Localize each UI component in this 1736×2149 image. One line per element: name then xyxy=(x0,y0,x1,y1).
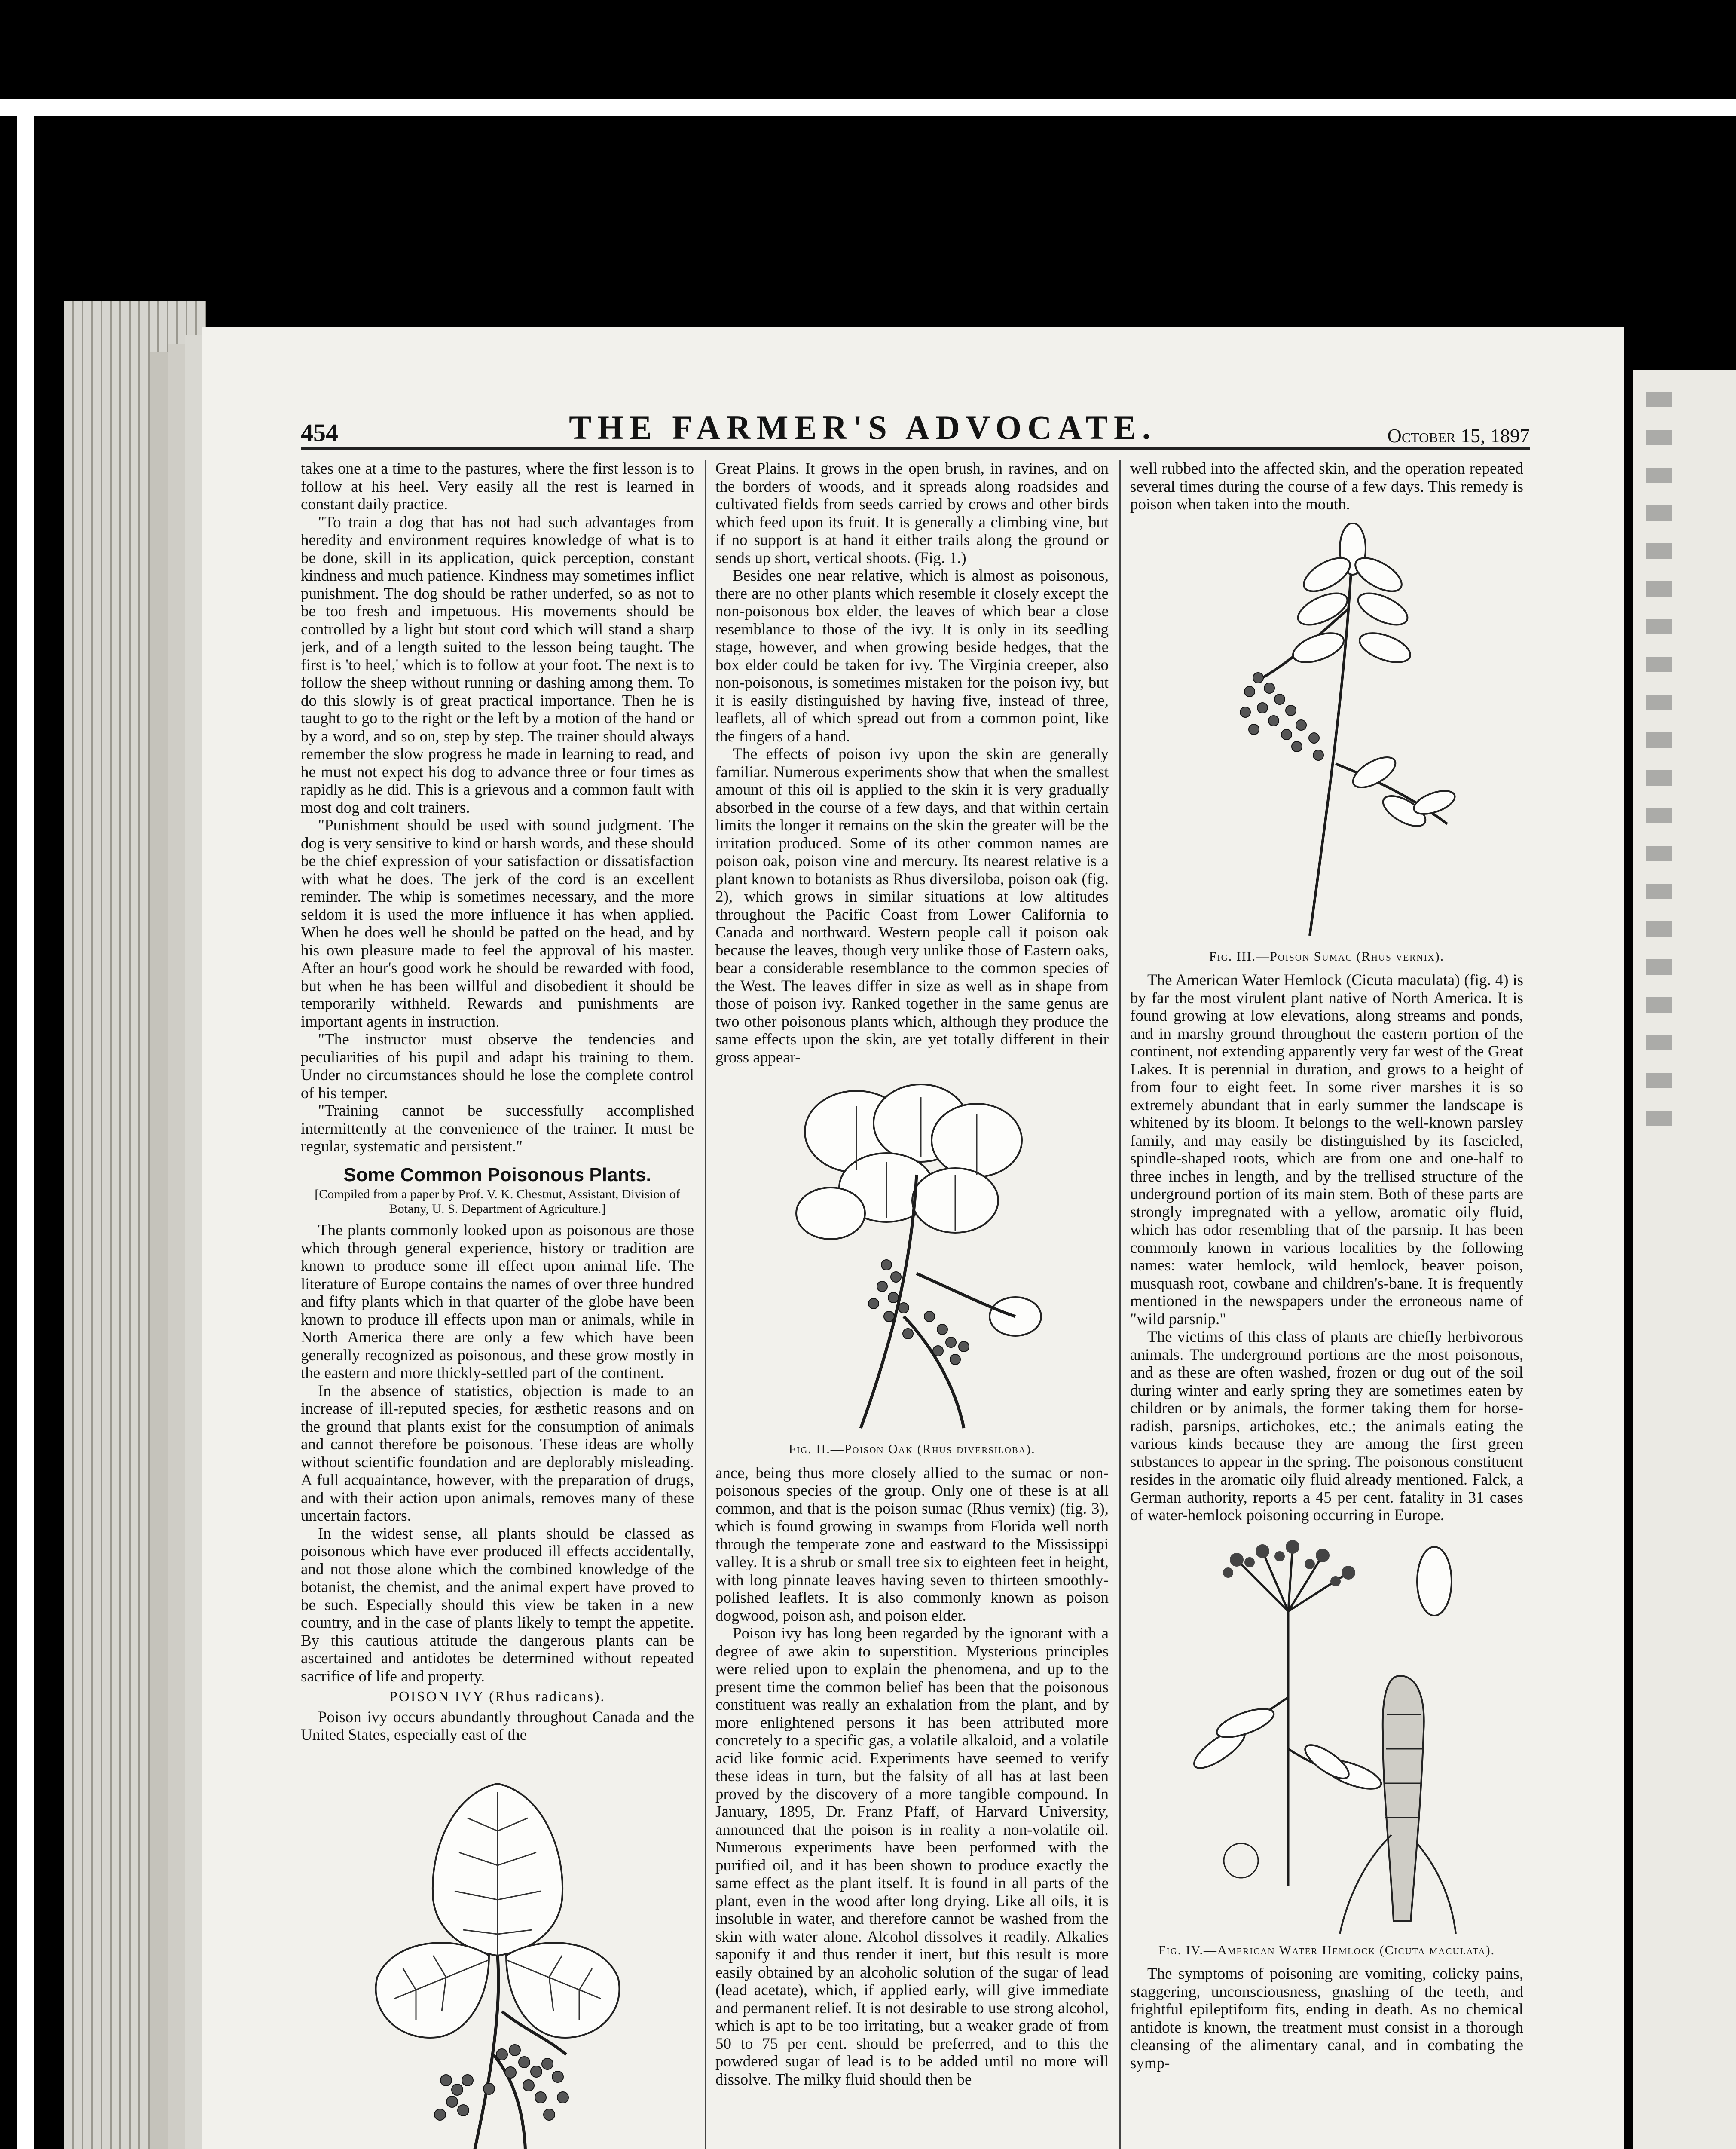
paragraph: The effects of poison ivy upon the skin are generally familiar. Numerous experiments show that when the smallest amount of this oil is applied to the skin it is very gradually absorbed in the course of a few days, and that within certain limits the longer it remains on the skin the greater will be the irritation produced. Some of its other common names are poison oak, poison vine and mercury. Its nearest relative is a plant known to botanists as Rhus diversiloba, poison oak (fig. 2), which grows in similar situations at low altitudes throughout the Pacific Coast from Lower California to Canada and northward. Western people call it poison oak because the leaves, though very unlike those of Eastern oaks, bear a considerable resemblance to the common species of the West. The leaves differ in size as well as in shape from those of poison ivy. Ranked together in the same genus are two other poisonous plants which, although they produce the same effects upon the skin, are yet totally different in their gross appear- xyxy=(715,745,1109,1066)
paragraph: well rubbed into the affected skin, and the operation repeated several times during the course of a few days. This remedy is poison when taken into the mouth. xyxy=(1130,460,1523,513)
page-number: 454 xyxy=(301,419,338,447)
film-border-top xyxy=(0,99,1736,116)
column-3 xyxy=(1130,460,1523,2149)
poison-oak-illustration xyxy=(775,1076,1050,1437)
column-2 xyxy=(715,460,1109,2149)
figure-caption: Fig. IV.—American Water Hemlock (Cicuta maculata). xyxy=(1158,1943,1495,1957)
paragraph: "To train a dog that has not had such advantages from heredity and environment requires knowledge of what is to be done, skill in its application, quick perception, constant kindness and much patience. Kindness may sometimes inflict punishment. The dog should be rather underfed, so as not to be too fresh and impetuous. His movements should be controlled by a light but stout cord which will stand a sharp jerk, and of a length suited to the lesson being taught. The first is 'to heel,' which is to follow at your foot. The next is to follow the sheep without running or dashing among them. To do this slowly is of great practical importance. Then he is taught to go to the right or the left by a motion of the hand or by a word, and so on, step by step. The trainer should always remember the slow progress he made in learning to read, and he must not expect his dog to advance three or four times as rapidly as he did. This is a grievous and a common fault with most dog and colt trainers. xyxy=(301,513,694,817)
article-byline: [Compiled from a paper by Prof. V. K. Chestnut, Assistant, Division of Botany, U. S. Department of Agriculture.] xyxy=(315,1187,680,1216)
newspaper-page xyxy=(202,327,1624,2149)
paragraph: Great Plains. It grows in the open brush, in ravines, and on the borders of woods, and it spreads along roadsides and cultivated fields from seeds carried by crows and other birds which feed upon its fruit. It is generally a climbing vine, but if no support is at hand it either trails along the ground or sends up short, vertical shoots. (Fig. 1.) xyxy=(715,460,1109,567)
adjacent-page-fragment xyxy=(1633,370,1736,2149)
column-divider xyxy=(1119,460,1121,2149)
figure-water-hemlock xyxy=(1130,1534,1523,1959)
paragraph: Poison ivy has long been regarded by the ignorant with a degree of awe akin to superstition. Mysterious principles were relied upon to explain the phenomena, and up to the present time the common belief has been that the poisonous constituent was really an exhalation from the plant, and by more enlightened persons it has been attributed more concretely to a specific gas, a volatile alkaloid, and a volatile acid like formic acid. Experiments have seemed to verify these ideas in turn, but the falsity of all has at last been proved by the discovery of a more tangible compound. In January, 1895, Dr. Franz Pfaff, of Harvard University, announced that the poison is in reality a non-volatile oil. Numerous experiments have been performed with the purified oil, and it has been shown to produce exactly the same effect as the plant itself. It is found in all parts of the plant, even in the wood after long drying. Like all oils, it is insoluble in water, and therefore cannot be washed from the skin with water alone. Alcohol dissolves it readily. Alkalies saponify it and thus render it inert, but this result is more easily obtained by an alcoholic solution of the sugar of lead (lead acetate), which, if applied early, will give immediate and permanent relief. It is not desirable to use strong alcohol, which is apt to be too irritating, but a weaker grade of from 50 to 75 per cent. should be preferred, and to this the powdered sugar of lead is to be added until no more will dissolve. The milky fluid should then be xyxy=(715,1625,1109,2088)
figure-poison-ivy xyxy=(301,1754,694,2149)
page-title: THE FARMER'S ADVOCATE. xyxy=(569,409,1157,446)
figure-poison-oak xyxy=(715,1076,1109,1458)
paragraph: The American Water Hemlock (Cicuta maculata) (fig. 4) is by far the most virulent plant native of North America. It is found growing at low elevations, along streams and ponds, and in marshy ground throughout the eastern portion of the continent, not extending apparently very far west of the Great Lakes. It is perennial in duration, and grows to a height of from four to eight feet. In some river marshes it is so extremely abundant that in early summer the landscape is whitened by its bloom. It belongs to the well-known parsley family, and may easily be distinguished by its fascicled, spindle-shaped roots, which are from one and one-half to three inches in length, and by the trellised structure of the underground portion of its main stem. Both of these parts are strongly impregnated with a yellow, aromatic oily fluid, which has odor resembling that of the parsnip. It has been commonly known in various localities by the following names: water hemlock, wild hemlock, beaver poison, musquash root, cowbane and children's-bane. It is frequently mentioned in the newspapers under the erroneous name of "wild parsnip." xyxy=(1130,971,1523,1328)
paragraph: ance, being thus more closely allied to the sumac or non-poisonous species of the group. Only one of these is at all common, and that is the poison sumac (Rhus vernix) (fig. 3), which is found growing in swamps from Florida well north through the temperate zone and eastward to the Mississippi valley. It is a shrub or small tree six to eighteen feet in height, with long pinnate leaves having seven to thirteen smoothly-polished leaflets. It is also commonly known as poison dogwood, poison ash, and poison elder. xyxy=(715,1464,1109,1625)
page-header xyxy=(301,408,1530,450)
paragraph: "Training cannot be successfully accomplished intermittently at the convenience of the trainer. It must be regular, systematic and persistent." xyxy=(301,1102,694,1155)
paragraph: The plants commonly looked upon as poisonous are those which through general experience, history or tradition are known to produce some ill effect upon animal life. The literature of Europe contains the names of over three hundred and fifty plants which in that quarter of the globe have been known to produce ill effects upon man or animals, while in North America there are only a few which have been generally recognized as poisonous, and these grow mostly in the eastern and more thickly-settled part of the continent. xyxy=(301,1221,694,1382)
paragraph: Poison ivy occurs abundantly throughout Canada and the United States, especially east of the xyxy=(301,1708,694,1744)
water-hemlock-illustration xyxy=(1177,1534,1477,1938)
paragraph: In the absence of statistics, objection is made to an increase of ill-reputed species, for æsthetic reasons and on the ground that plants exist for the consumption of animals and cannot therefore be poisonous. These ideas are wholly without scientific foundation and are deplorably misleading. A full acquaintance, however, with the preparation of drugs, and with their action upon animals, removes many of these uncertain factors. xyxy=(301,1382,694,1525)
film-border-left xyxy=(17,99,34,2149)
stacked-page-edges xyxy=(64,301,206,2149)
column-1 xyxy=(301,460,694,2149)
paragraph: "The instructor must observe the tendencies and peculiarities of his pupil and adapt his training to them. Under no circumstances should he lose the complete control of his temper. xyxy=(301,1031,694,1102)
column-divider xyxy=(705,460,706,2149)
poison-ivy-illustration xyxy=(360,1754,635,2149)
poison-sumac-illustration xyxy=(1189,523,1464,944)
section-subhead: POISON IVY (Rhus radicans). xyxy=(389,1689,605,1705)
paragraph: The victims of this class of plants are chiefly herbivorous animals. The underground portions are the most poisonous, and as these are often washed, frozen or dug out of the soil during winter and early spring they are sometimes eaten by children or by animals, the former taking them for horse-radish, parsnips, artichokes, etc.; the animals eating the various kinds because they are among the first green substances to appear in the spring. The poisonous constituent resides in the aromatic oily fluid already mentioned. Falck, a German authority, reports a 45 per cent. fatality in 31 cases of water-hemlock poisoning occurring in Europe. xyxy=(1130,1328,1523,1524)
paragraph: Besides one near relative, which is almost as poisonous, there are no other plants which resemble it closely except the non-poisonous box elder, the leaves of which bear a close resemblance to those of the ivy. It is only in its seedling stage, however, and when growing beside hedges, that the box elder could be taken for ivy. The Virginia creeper, also non-poisonous, is sometimes mistaken for the poison ivy, but it is easily distinguished by having five, instead of three, leaflets, all of which spread out from a common point, like the fingers of a hand. xyxy=(715,567,1109,745)
paragraph: The symptoms of poisoning are vomiting, colicky pains, staggering, unconsciousness, gnashing of the teeth, and frightful epileptiform fits, ending in death. As no chemical antidote is known, the treatment must consist in a thorough cleansing of the alimentary canal, and in combating the symp- xyxy=(1130,1965,1523,2072)
figure-caption: Fig. III.—Poison Sumac (Rhus vernix). xyxy=(1209,949,1445,964)
paragraph: In the widest sense, all plants should be classed as poisonous which have ever produced ill effects accidentally, and not those alone which the combined knowledge of the botanist, the chemist, and the animal expert have proved to be such. Especially should this view be taken in a new country, and in the case of plants likely to tempt the appetite. By this cautious attitude the dangerous plants can be ascertained and antidotes be determined without repeated sacrifice of life and property. xyxy=(301,1525,694,1685)
figure-caption: Fig. II.—Poison Oak (Rhus diversiloba). xyxy=(789,1442,1036,1456)
paragraph: takes one at a time to the pastures, where the first lesson is to follow at his heel. Very easily all the rest is learned in constant daily practice. xyxy=(301,460,694,513)
paragraph: "Punishment should be used with sound judgment. The dog is very sensitive to kind or harsh words, and these should be the chief expression of your satisfaction or dissatisfaction with what he does. The jerk of the cord is an excellent reminder. The whip is sometimes necessary, and the more seldom it is used the more influence it has when applied. When he does well he should be patted on the head, and by his own pleasure made to feel the approval of his master. After an hour's good work he should be rewarded with food, but when he has been willful and disobedient it should be temporarily withheld. Rewards and punishments are important agents in instruction. xyxy=(301,817,694,1031)
issue-date: October 15, 1897 xyxy=(1387,425,1530,447)
figure-poison-sumac xyxy=(1130,523,1523,966)
article-heading: Some Common Poisonous Plants. xyxy=(343,1164,651,1185)
